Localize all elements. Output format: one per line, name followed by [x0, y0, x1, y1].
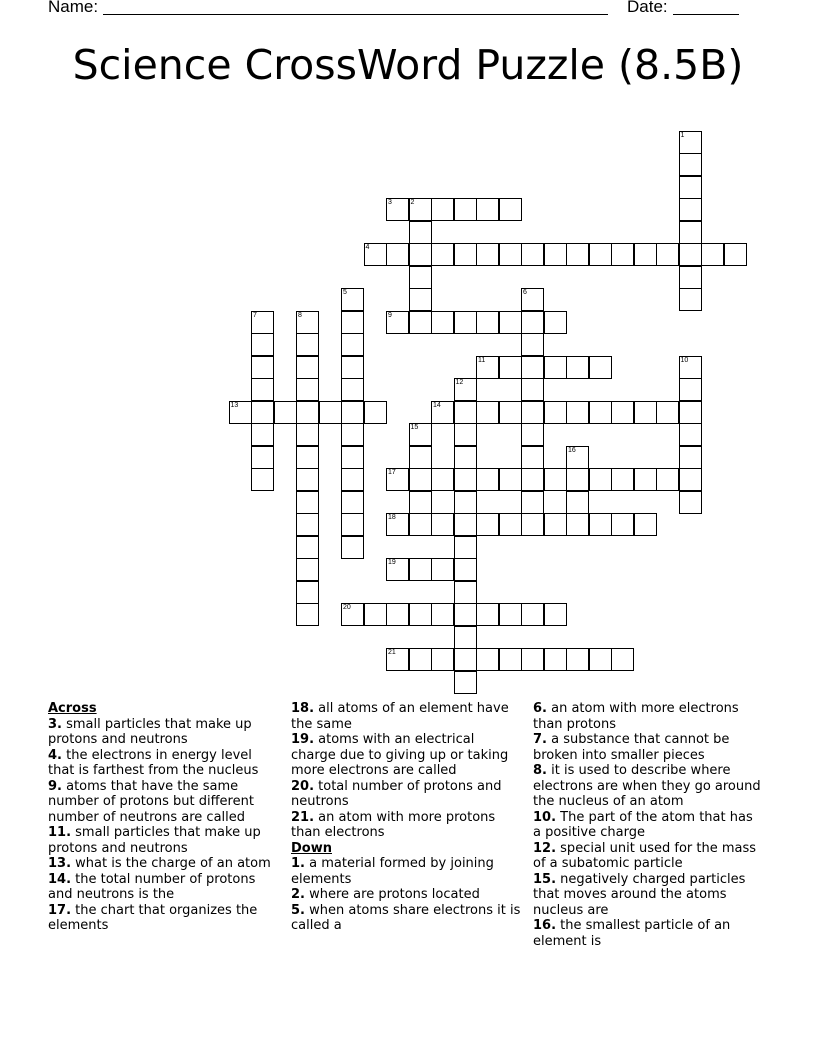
grid-cell[interactable] — [521, 288, 544, 311]
grid-cell[interactable] — [521, 603, 544, 626]
grid-cell[interactable] — [611, 513, 634, 536]
grid-cell[interactable] — [454, 243, 477, 266]
cell-number: 1 — [680, 131, 685, 139]
clue-item — [533, 701, 763, 732]
grid-cell[interactable] — [679, 468, 702, 491]
clue-number: 14. — [48, 871, 72, 887]
grid-cell[interactable] — [454, 648, 477, 671]
grid-cell[interactable] — [679, 131, 702, 154]
grid-cell[interactable] — [499, 311, 522, 334]
grid-cell[interactable] — [476, 356, 499, 379]
clue-number: 8. — [533, 763, 547, 778]
grid-cell[interactable] — [499, 356, 522, 379]
grid-cell[interactable] — [521, 446, 544, 469]
clue-column-3 — [533, 701, 763, 949]
grid-cell[interactable] — [521, 468, 544, 491]
grid-cell[interactable] — [679, 356, 702, 379]
clue-text: the total number of protons and neutrons is the — [48, 871, 256, 902]
grid-cell[interactable] — [499, 243, 522, 266]
grid-cell[interactable] — [409, 311, 432, 334]
grid-cell[interactable] — [454, 423, 477, 446]
clue-text: negatively charged particles that moves around the atoms nucleus are — [533, 871, 746, 918]
clue-number: 15. — [533, 871, 557, 887]
grid-cell[interactable] — [589, 401, 612, 424]
down-heading: Down — [291, 840, 332, 856]
grid-cell[interactable] — [634, 513, 657, 536]
grid-cell[interactable] — [296, 446, 319, 469]
grid-cell[interactable] — [431, 311, 454, 334]
grid-cell[interactable] — [476, 513, 499, 536]
grid-cell[interactable] — [656, 243, 679, 266]
grid-cell[interactable] — [679, 153, 702, 176]
grid-cell[interactable] — [521, 648, 544, 671]
grid-cell[interactable] — [409, 221, 432, 244]
clue-number: 13. — [48, 856, 72, 871]
grid-cell[interactable] — [454, 468, 477, 491]
grid-cell[interactable] — [454, 536, 477, 559]
grid-cell[interactable] — [454, 603, 477, 626]
grid-cell[interactable] — [296, 603, 319, 626]
clue-text: when atoms share electrons it is called a — [291, 902, 521, 933]
clue-number: 6. — [533, 701, 547, 716]
grid-cell[interactable] — [679, 176, 702, 199]
grid-cell[interactable] — [566, 648, 589, 671]
clue-column-2 — [291, 701, 521, 934]
grid-cell[interactable] — [679, 221, 702, 244]
clue-text: a substance that cannot be broken into smaller pieces — [533, 732, 730, 763]
clue-item — [291, 903, 521, 934]
grid-cell[interactable] — [364, 401, 387, 424]
clue-item — [291, 887, 521, 903]
grid-cell[interactable] — [544, 603, 567, 626]
grid-cell[interactable] — [431, 468, 454, 491]
grid-cell[interactable] — [566, 513, 589, 536]
clue-column-1 — [48, 701, 278, 934]
grid-cell[interactable] — [611, 648, 634, 671]
grid-cell[interactable] — [499, 198, 522, 221]
grid-cell[interactable] — [679, 401, 702, 424]
grid-cell[interactable] — [589, 513, 612, 536]
grid-cell[interactable] — [431, 513, 454, 536]
grid-cell[interactable] — [611, 401, 634, 424]
grid-cell[interactable] — [431, 648, 454, 671]
clue-item — [48, 717, 278, 748]
grid-cell[interactable] — [341, 491, 364, 514]
grid-cell[interactable] — [341, 468, 364, 491]
clue-text: where are protons located — [304, 887, 480, 902]
grid-cell[interactable] — [634, 468, 657, 491]
grid-cell[interactable] — [364, 243, 387, 266]
page-title: Science CrossWord Puzzle (8.5B) — [72, 41, 744, 89]
grid-cell[interactable] — [544, 468, 567, 491]
grid-cell[interactable] — [656, 468, 679, 491]
grid-cell[interactable] — [724, 243, 747, 266]
cell-number: 13 — [230, 401, 239, 409]
grid-cell[interactable] — [634, 243, 657, 266]
clue-item — [533, 763, 763, 810]
grid-cell[interactable] — [251, 311, 274, 334]
grid-cell[interactable] — [566, 356, 589, 379]
grid-cell[interactable] — [499, 513, 522, 536]
clue-number: 1. — [291, 856, 305, 871]
clue-text: what is the charge of an atom — [71, 856, 271, 871]
grid-cell[interactable] — [701, 243, 724, 266]
cell-number: 14 — [433, 401, 441, 409]
grid-cell[interactable] — [476, 198, 499, 221]
clue-item — [533, 732, 763, 763]
across-clues-part-2 — [291, 701, 521, 841]
clue-number: 18. — [291, 701, 315, 716]
grid-cell[interactable] — [679, 378, 702, 401]
grid-cell[interactable] — [454, 491, 477, 514]
clue-number: 11. — [48, 825, 72, 840]
grid-cell[interactable] — [544, 513, 567, 536]
grid-cell[interactable] — [409, 648, 432, 671]
clue-number: 19. — [291, 732, 315, 747]
grid-cell[interactable] — [251, 446, 274, 469]
grid-cell[interactable] — [544, 401, 567, 424]
clue-item — [48, 903, 278, 934]
grid-cell[interactable] — [679, 446, 702, 469]
grid-cell[interactable] — [409, 266, 432, 289]
cell-number: 2 — [410, 199, 415, 206]
grid-cell[interactable] — [296, 356, 319, 379]
grid-cell[interactable] — [454, 558, 477, 581]
clue-text: special unit used for the mass of a subatomic particle — [533, 840, 757, 871]
grid-cell[interactable] — [409, 558, 432, 581]
cell-number: 5 — [343, 289, 347, 296]
grid-cell[interactable] — [499, 648, 522, 671]
cell-number: 4 — [365, 244, 370, 251]
clue-item — [48, 872, 278, 903]
grid-cell[interactable] — [386, 648, 409, 671]
grid-cell[interactable] — [409, 468, 432, 491]
clue-number: 7. — [533, 732, 547, 747]
grid-cell[interactable] — [251, 333, 274, 356]
clue-number: 2. — [291, 887, 305, 902]
grid-cell[interactable] — [409, 491, 432, 514]
grid-cell[interactable] — [251, 401, 274, 424]
clue-number: 10. — [533, 809, 557, 825]
grid-cell[interactable] — [341, 288, 364, 311]
grid-cell[interactable] — [589, 468, 612, 491]
clue-text: atoms that have the same number of protons but different number of neutrons are called — [48, 778, 254, 825]
grid-cell[interactable] — [409, 288, 432, 311]
grid-cell[interactable] — [296, 378, 319, 401]
grid-cell[interactable] — [431, 558, 454, 581]
grid-cell[interactable] — [544, 648, 567, 671]
clue-item — [533, 872, 763, 919]
grid-cell[interactable] — [341, 603, 364, 626]
grid-cell[interactable] — [454, 671, 477, 694]
cell-number: 19 — [388, 559, 396, 566]
grid-cell[interactable] — [409, 513, 432, 536]
grid-cell[interactable] — [589, 243, 612, 266]
cell-number: 17 — [388, 469, 396, 476]
grid-cell[interactable] — [566, 401, 589, 424]
grid-cell[interactable] — [341, 378, 364, 401]
cell-number: 8 — [298, 311, 302, 319]
grid-cell[interactable] — [499, 401, 522, 424]
grid-cell[interactable] — [476, 468, 499, 491]
grid-cell[interactable] — [679, 288, 702, 311]
grid-cell[interactable] — [454, 401, 477, 424]
clue-item — [291, 856, 521, 887]
grid-cell[interactable] — [634, 401, 657, 424]
grid-cell[interactable] — [521, 401, 544, 424]
clue-number: 16. — [533, 918, 557, 933]
grid-cell[interactable] — [566, 446, 589, 469]
grid-cell[interactable] — [656, 401, 679, 424]
grid-cell[interactable] — [296, 333, 319, 356]
cell-number: 6 — [523, 289, 527, 296]
clue-text: the electrons in energy level that is farthest from the nucleus — [48, 747, 259, 778]
cell-number: 15 — [410, 424, 419, 431]
grid-cell[interactable] — [454, 626, 477, 649]
grid-cell[interactable] — [251, 378, 274, 401]
grid-cell[interactable] — [409, 198, 432, 221]
grid-cell[interactable] — [454, 446, 477, 469]
cell-number: 11 — [478, 356, 486, 364]
grid-cell[interactable] — [319, 401, 342, 424]
grid-cell[interactable] — [341, 446, 364, 469]
grid-cell[interactable] — [454, 513, 477, 536]
clue-item — [291, 810, 521, 841]
grid-cell[interactable] — [386, 513, 409, 536]
grid-cell[interactable] — [521, 423, 544, 446]
grid-cell[interactable] — [431, 198, 454, 221]
clue-item — [48, 779, 278, 826]
grid-cell[interactable] — [296, 468, 319, 491]
grid-cell[interactable] — [611, 468, 634, 491]
grid-cell[interactable] — [521, 243, 544, 266]
grid-cell[interactable] — [386, 558, 409, 581]
date-label: Date: — [627, 0, 668, 16]
clue-item — [291, 779, 521, 810]
grid-cell[interactable] — [521, 333, 544, 356]
grid-cell[interactable] — [296, 513, 319, 536]
clue-item — [48, 825, 278, 856]
grid-cell[interactable] — [296, 311, 319, 334]
grid-cell[interactable] — [454, 378, 477, 401]
clue-item — [533, 810, 763, 841]
across-heading: Across — [48, 701, 97, 716]
grid-cell[interactable] — [296, 536, 319, 559]
grid-cell[interactable] — [679, 243, 702, 266]
clue-number: 12. — [533, 840, 557, 856]
cell-number: 18 — [388, 514, 396, 521]
grid-cell[interactable] — [589, 648, 612, 671]
grid-cell[interactable] — [251, 423, 274, 446]
down-clues-part-1 — [291, 856, 521, 934]
grid-cell[interactable] — [296, 491, 319, 514]
grid-cell[interactable] — [229, 401, 252, 424]
cell-number: 16 — [568, 446, 576, 454]
grid-cell[interactable] — [499, 603, 522, 626]
cell-number: 10 — [680, 356, 689, 364]
grid-cell[interactable] — [521, 378, 544, 401]
grid-cell[interactable] — [341, 513, 364, 536]
cell-number: 20 — [343, 604, 351, 611]
grid-cell[interactable] — [476, 603, 499, 626]
name-label: Name: — [48, 0, 99, 16]
clue-number: 17. — [48, 902, 72, 918]
grid-cell[interactable] — [431, 401, 454, 424]
grid-cell[interactable] — [679, 198, 702, 221]
grid-cell[interactable] — [409, 243, 432, 266]
grid-cell[interactable] — [521, 356, 544, 379]
grid-cell[interactable] — [544, 243, 567, 266]
grid-cell[interactable] — [566, 468, 589, 491]
grid-cell[interactable] — [274, 401, 297, 424]
clue-text: it is used to describe where electrons are when they go around the nucleus of an atom — [533, 763, 761, 809]
grid-cell[interactable] — [566, 491, 589, 514]
clue-text: The part of the atom that has a positive charge — [533, 809, 753, 840]
grid-cell[interactable] — [679, 491, 702, 514]
grid-cell[interactable] — [341, 536, 364, 559]
clue-text: an atom with more electrons than protons — [533, 701, 739, 732]
grid-cell[interactable] — [589, 356, 612, 379]
grid-cell[interactable] — [296, 423, 319, 446]
grid-cell[interactable] — [521, 513, 544, 536]
grid-cell[interactable] — [386, 243, 409, 266]
clue-number: 9. — [48, 778, 62, 794]
grid-cell[interactable] — [409, 423, 432, 446]
clue-text: the chart that organizes the elements — [48, 902, 258, 933]
grid-cell[interactable] — [251, 356, 274, 379]
grid-cell[interactable] — [679, 266, 702, 289]
grid-cell[interactable] — [476, 401, 499, 424]
clue-text: the smallest particle of an element is — [533, 918, 731, 949]
grid-cell[interactable] — [679, 423, 702, 446]
grid-cell[interactable] — [341, 356, 364, 379]
grid-cell[interactable] — [386, 198, 409, 221]
grid-cell[interactable] — [296, 401, 319, 424]
clue-item — [48, 856, 278, 872]
grid-cell[interactable] — [296, 558, 319, 581]
clue-item — [48, 748, 278, 779]
clue-item — [291, 701, 521, 732]
cell-number: 9 — [388, 311, 392, 319]
clue-number: 3. — [48, 716, 62, 732]
grid-cell[interactable] — [341, 401, 364, 424]
grid-cell[interactable] — [296, 581, 319, 604]
clue-number: 20. — [291, 778, 315, 794]
clue-text: all atoms of an element have the same — [291, 701, 509, 732]
across-clues-part-1 — [48, 717, 278, 934]
clue-text: total number of protons and neutrons — [291, 778, 502, 809]
grid-cell[interactable] — [611, 243, 634, 266]
grid-cell[interactable] — [409, 446, 432, 469]
grid-cell[interactable] — [521, 311, 544, 334]
clue-number: 5. — [291, 902, 305, 918]
grid-cell[interactable] — [566, 243, 589, 266]
clue-item — [533, 918, 763, 949]
grid-cell[interactable] — [341, 423, 364, 446]
grid-cell[interactable] — [386, 603, 409, 626]
grid-cell[interactable] — [341, 333, 364, 356]
down-clues-part-2 — [533, 701, 763, 949]
clue-item — [291, 732, 521, 779]
grid-cell[interactable] — [476, 243, 499, 266]
grid-cell[interactable] — [431, 243, 454, 266]
clue-text: atoms with an electrical charge due to giving up or taking more electrons are called — [291, 732, 509, 778]
grid-cell[interactable] — [476, 648, 499, 671]
cell-number: 7 — [253, 311, 257, 319]
clue-text: a material formed by joining elements — [291, 856, 494, 887]
grid-cell[interactable] — [386, 311, 409, 334]
grid-cell[interactable] — [454, 198, 477, 221]
grid-cell[interactable] — [386, 468, 409, 491]
grid-cell[interactable] — [341, 311, 364, 334]
cell-number: 12 — [455, 379, 464, 386]
grid-cell[interactable] — [521, 491, 544, 514]
clue-item — [533, 841, 763, 872]
grid-cell[interactable] — [251, 468, 274, 491]
grid-cell[interactable] — [544, 356, 567, 379]
clue-number: 21. — [291, 809, 315, 825]
grid-cell[interactable] — [409, 603, 432, 626]
grid-cell[interactable] — [544, 311, 567, 334]
grid-cell[interactable] — [364, 603, 387, 626]
grid-cell[interactable] — [499, 468, 522, 491]
cell-number: 3 — [388, 199, 392, 206]
grid-cell[interactable] — [431, 603, 454, 626]
clue-text: small particles that make up protons and neutrons — [48, 716, 252, 747]
grid-cell[interactable] — [454, 581, 477, 604]
grid-cell[interactable] — [476, 311, 499, 334]
cell-number: 21 — [388, 649, 396, 656]
clue-text: an atom with more protons than electrons — [291, 809, 496, 840]
clue-text: small particles that make up protons and neutrons — [48, 825, 261, 856]
grid-cell[interactable] — [454, 311, 477, 334]
clue-number: 4. — [48, 747, 62, 763]
